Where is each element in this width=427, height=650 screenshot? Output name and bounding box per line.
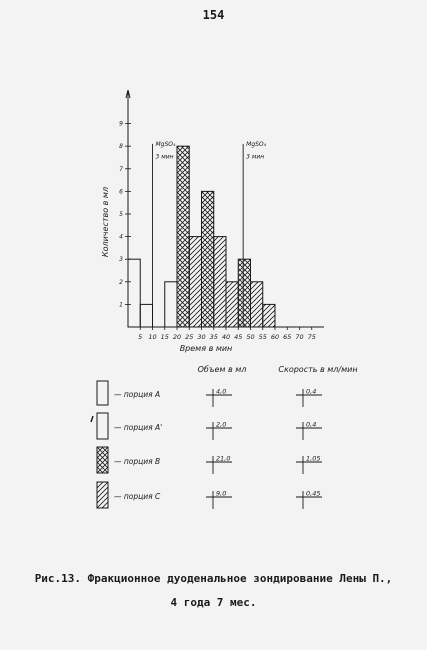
y-tick-label: 8 xyxy=(119,143,123,151)
x-tick-label: 15 xyxy=(160,333,169,341)
stray-mark xyxy=(91,416,93,422)
page-number: 154 xyxy=(202,8,225,22)
speed-column-header: Скорость в мл/мин xyxy=(278,365,358,374)
legend-swatch xyxy=(97,482,108,508)
legend-swatch xyxy=(97,381,108,405)
y-tick-label: 3 xyxy=(119,256,123,264)
histogram-bar xyxy=(177,146,189,327)
volume-column-header: Объем в мл xyxy=(197,365,247,374)
histogram-bar xyxy=(263,304,275,327)
volume-value: 4,0 xyxy=(216,387,227,396)
figure-caption-line2: 4 года 7 мес. xyxy=(170,596,257,609)
histogram-bar xyxy=(189,237,201,327)
legend-swatch xyxy=(97,413,108,439)
x-axis-label: Время в мин xyxy=(179,344,233,353)
legend-label: — порция С xyxy=(114,492,161,501)
x-tick-label: 5 xyxy=(138,333,143,341)
volume-value: 2,0 xyxy=(216,420,227,429)
legend-label: — порция А' xyxy=(114,423,163,432)
legend xyxy=(91,365,358,509)
histogram-bar xyxy=(214,237,226,327)
y-tick-label: 6 xyxy=(119,188,123,196)
x-tick-label: 75 xyxy=(307,333,316,341)
legend-label: — порция А xyxy=(114,390,161,399)
x-tick-label: 70 xyxy=(295,333,304,341)
mgso4-marker-label: MgSO₄ xyxy=(246,141,267,149)
speed-value: 1,05 xyxy=(306,454,321,463)
x-tick-label: 40 xyxy=(221,333,231,341)
x-tick-label: 50 xyxy=(246,333,255,341)
x-tick-label: 30 xyxy=(197,333,206,341)
speed-value: 0,45 xyxy=(306,489,321,498)
histogram-bar xyxy=(251,282,263,327)
y-tick-label: 2 xyxy=(119,278,123,286)
x-tick-label: 10 xyxy=(148,333,157,341)
mgso4-marker-time: 3 мин xyxy=(155,153,174,161)
speed-value: 0,4 xyxy=(306,420,317,429)
y-tick-label: 9 xyxy=(119,120,123,128)
mgso4-marker-label: MgSO₄ xyxy=(155,141,176,149)
volume-value: 21,0 xyxy=(216,454,231,463)
histogram-bar xyxy=(140,304,152,327)
x-tick-label: 20 xyxy=(172,333,182,341)
y-tick-label: 7 xyxy=(119,165,123,173)
histogram-bar xyxy=(238,259,250,327)
histogram-bar xyxy=(202,191,214,327)
x-tick-label: 45 xyxy=(234,333,243,341)
y-tick-label: 1 xyxy=(119,301,123,309)
x-tick-label: 55 xyxy=(258,333,267,341)
volume-value: 9,0 xyxy=(216,489,227,498)
histogram-bar xyxy=(165,282,177,327)
y-tick-label: 4 xyxy=(119,233,123,241)
legend-label: — порция В xyxy=(114,457,161,466)
x-tick-label: 35 xyxy=(209,333,218,341)
speed-value: 0,4 xyxy=(306,387,317,396)
y-axis-label: Количество в мл xyxy=(101,186,110,258)
mgso4-marker-time: 3 мин xyxy=(246,153,265,161)
histogram-bar xyxy=(226,282,238,327)
x-tick-label: 60 xyxy=(270,333,280,341)
legend-swatch xyxy=(97,447,108,473)
figure-caption-line1: Рис.13. Фракционное дуоденальное зондирование Лены П., xyxy=(34,572,393,585)
bars xyxy=(128,146,275,327)
x-tick-label: 65 xyxy=(283,333,292,341)
x-tick-label: 25 xyxy=(185,333,194,341)
histogram-bar xyxy=(128,259,140,327)
y-tick-label: 5 xyxy=(119,210,123,218)
